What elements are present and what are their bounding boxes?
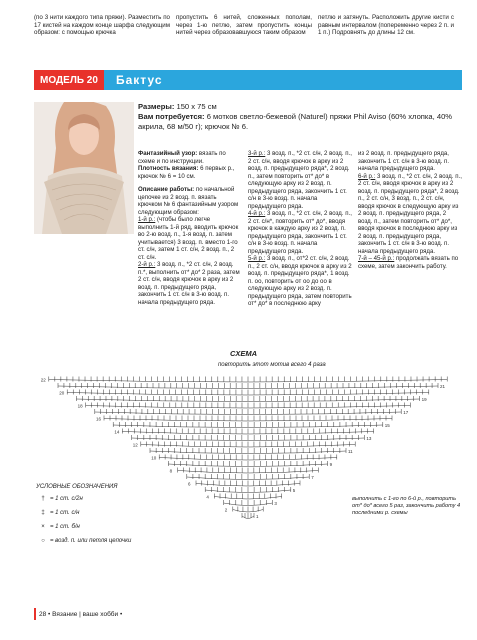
sizes-value: 150 х 75 см xyxy=(174,102,217,111)
row-number: 19 xyxy=(421,397,427,402)
paragraph-text: (чтобы было легче выполнить 1-й ряд, вводить крючок во 2-ю возд. п., 1-я возд. п. затем учитывается) 3 возд. п. вместо 1-го ст. с/н, затем 1 ст. с/н, 2 возд. п., 2 ст. с/н. xyxy=(138,216,239,261)
legend-item xyxy=(36,508,131,517)
schema-side-note: выполнить с 1-го по 6-й р., повторить от* до* всего 5 раз, закончить работу 4 последними р. схемы xyxy=(352,496,461,516)
row-number: 6 xyxy=(188,481,191,487)
instructions-col-3 xyxy=(358,150,462,308)
needs-label: Вам потребуется: xyxy=(138,112,205,121)
paragraph xyxy=(138,186,242,216)
top-column-2: пропустить 6 нитей, сложенных пополам, через 1-ю петлю, затем пропустить концы нитей через образовавшуюся таким образом xyxy=(176,14,312,37)
row-number: 10 xyxy=(151,455,157,461)
footer-text: • Вязание | ваше хобби • xyxy=(48,610,123,618)
row-number: 8 xyxy=(169,468,173,474)
needs-value: 6 мотков светло-бежевой (Naturel) пряжи Phil Aviso (60% хлопка, 40% акрила, 68 м/50 г); крючок № 6. xyxy=(138,112,453,131)
paragraph-text: 3 возд. п., *2 ст. с/н, 2 возд. п., 2 ст. с/н, вводя крючок в арку из 2 возд. п. предыдущего ряда*, 2 возд. п., затем повторить от* до* в следующую арку из 2 возд. п. предыдущего ряда, закончить 1 ст. с/н в 3-ю возд. п. начала предыдущего ряда. xyxy=(248,150,352,210)
legend-label: = возд. п. или петля цепочки xyxy=(50,537,132,544)
instructions-columns xyxy=(138,150,462,308)
top-column-3: петлю и затянуть. Расположить другие кисти с равным интервалом (попеременно через 2 п. и 1 п.) Подровнять до длины 12 см. xyxy=(318,14,454,37)
paragraph xyxy=(138,165,242,180)
row-label: 4-й р.: xyxy=(248,210,266,217)
legend-item xyxy=(36,494,131,503)
paragraph xyxy=(358,173,462,256)
paragraph-text: 6 первых р., крючок № 6 = 10 см. xyxy=(138,165,235,180)
row-number: 4 xyxy=(206,494,209,500)
paragraph-text: 3 возд. п., от*2 ст. с/н, 2 возд. п., 2 ст. с/н, вводя крючок в арку из 2 возд. п. предыдущего ряда*, 1 возд. п. оо, повторить от оо до оо в следующую арку из 2 возд. п. предыдущего ряда, затем повторить от* до* в последнюю арку xyxy=(248,255,352,307)
row-number: 9 xyxy=(329,462,333,467)
dc-symbol: ‡ xyxy=(41,509,45,516)
row-number: 7 xyxy=(311,475,314,480)
page-number: 28 xyxy=(39,610,47,618)
legend-item xyxy=(36,536,131,545)
paragraph xyxy=(138,261,242,306)
top-text-columns xyxy=(34,14,454,56)
legend-label: = 1 ст. с/н xyxy=(50,509,80,516)
row-label: 2-й р.: xyxy=(138,261,156,268)
top-column-1: (по 3 нити каждого типа пряжи). Разместить по 17 кистей на каждом конце шарфа следующим образом: с помощью крючка xyxy=(34,14,170,37)
row-number: 16 xyxy=(96,416,102,422)
row-number: 15 xyxy=(384,423,390,428)
model-title: Бактус xyxy=(104,70,462,90)
row-number: 22 xyxy=(40,377,46,383)
paragraph-text: 3 возд. п., *2 ст. с/н, 2 возд. п.*, выполнить от* до* 2 раза, затем 2 ст. с/н, вводя крючок в арку из 2 возд. п. предыдущего ряда, закончить 1 ст. с/н в 3-ю возд. п. начала предыдущего ряда. xyxy=(138,261,240,306)
paragraph xyxy=(138,216,242,261)
bold-lead: Плотность вязания: xyxy=(138,165,199,172)
row-number: 17 xyxy=(403,410,409,415)
row-number: 1 xyxy=(256,514,259,519)
chain-symbol: ○ xyxy=(41,537,45,544)
sizes-label: Размеры: xyxy=(138,102,175,111)
paragraph xyxy=(248,210,352,255)
row-number: 11 xyxy=(348,449,353,454)
footer-bar xyxy=(34,608,36,620)
sc-symbol: × xyxy=(41,523,45,530)
row-label: 3-й р.: xyxy=(248,150,266,157)
instructions-col-2 xyxy=(248,150,352,308)
row-label: 6-й р.: xyxy=(358,172,376,180)
row-number: 13 xyxy=(366,436,372,441)
paragraph-text: по начальной цепочке из 2 возд. п. вязать крючком № 6 фантазийным узором следующим образом: xyxy=(138,186,239,216)
legend-item xyxy=(36,522,131,531)
paragraph-text: 3 возд. п., *2 ст. с/н, 2 возд. п., 2 ст. с/н*, повторить от* до*, вводя крючок в каждую арку из 2 возд. п. предыдущего ряда, закончить 1 ст. с/н в 3-ю возд. п. начала предыдущего ряда. xyxy=(248,210,352,255)
schema-repeat-note: повторить этот мотив всего 4 раза xyxy=(218,362,326,368)
row-number: 21 xyxy=(440,384,446,389)
paragraph-text: вязать по схеме и по инструкции. xyxy=(138,150,226,165)
bold-lead: Описание работы: xyxy=(138,186,195,193)
model-header xyxy=(34,70,462,90)
row-label: 5-й р.: xyxy=(248,255,266,262)
legend-title: УСЛОВНЫЕ ОБОЗНАЧЕНИЯ xyxy=(36,484,118,490)
row-number: 5 xyxy=(292,488,296,493)
paragraph-text: из 2 возд. п. предыдущего ряда, закончить 1 ст. с/н в 3-ю возд. п. начала предыдущего ряда. xyxy=(358,150,450,172)
legend-label: = 1 ст. с/2н xyxy=(50,495,83,502)
schema-title: СХЕМА xyxy=(230,349,257,358)
intro-block xyxy=(138,102,462,132)
row-number: 2 xyxy=(224,507,228,513)
paragraph xyxy=(248,255,352,308)
legend xyxy=(36,484,131,550)
row-number: 3 xyxy=(274,501,277,506)
paragraph xyxy=(358,255,462,270)
model-badge: МОДЕЛЬ 20 xyxy=(34,70,104,90)
paragraph-text: продолжать вязать по схеме, затем закончить работу. xyxy=(358,255,459,270)
row-label: 1-й р.: xyxy=(138,216,156,223)
legend-label: = 1 ст. б/н xyxy=(50,523,80,530)
page-footer xyxy=(34,608,122,620)
row-number: 14 xyxy=(114,429,120,435)
paragraph xyxy=(358,150,462,173)
row-number: 12 xyxy=(132,442,138,448)
model-photo xyxy=(34,102,134,234)
row-label: 7-й – 45-й р.: xyxy=(358,255,395,262)
paragraph xyxy=(138,150,242,165)
bold-lead: Фантазийный узор: xyxy=(138,150,198,157)
row-number: 18 xyxy=(77,403,83,409)
row-number: 20 xyxy=(59,390,65,396)
instructions-col-1 xyxy=(138,150,242,308)
dc2-symbol: † xyxy=(41,495,45,502)
paragraph xyxy=(248,150,352,210)
paragraph-text: 3 возд. п., *2 ст. с/н, 2 возд. п., 2 ст. с/н, вводя крючок в арку из 2 возд. п. предыдущего ряда*, 2 возд. п., 2 ст. с/н, 3 возд. п., 2 ст. с/н, вводя крючок в следующую арку из 2 возд. п. предыдущего ряда, 2 возд. п., затем повторить от* до*, вводя крючок в последнюю арку из 2 возд. п. предыдущего ряда, закончить 1 ст. с/н в 3-ю возд. п. начала предыдущего ряда. xyxy=(358,172,462,255)
